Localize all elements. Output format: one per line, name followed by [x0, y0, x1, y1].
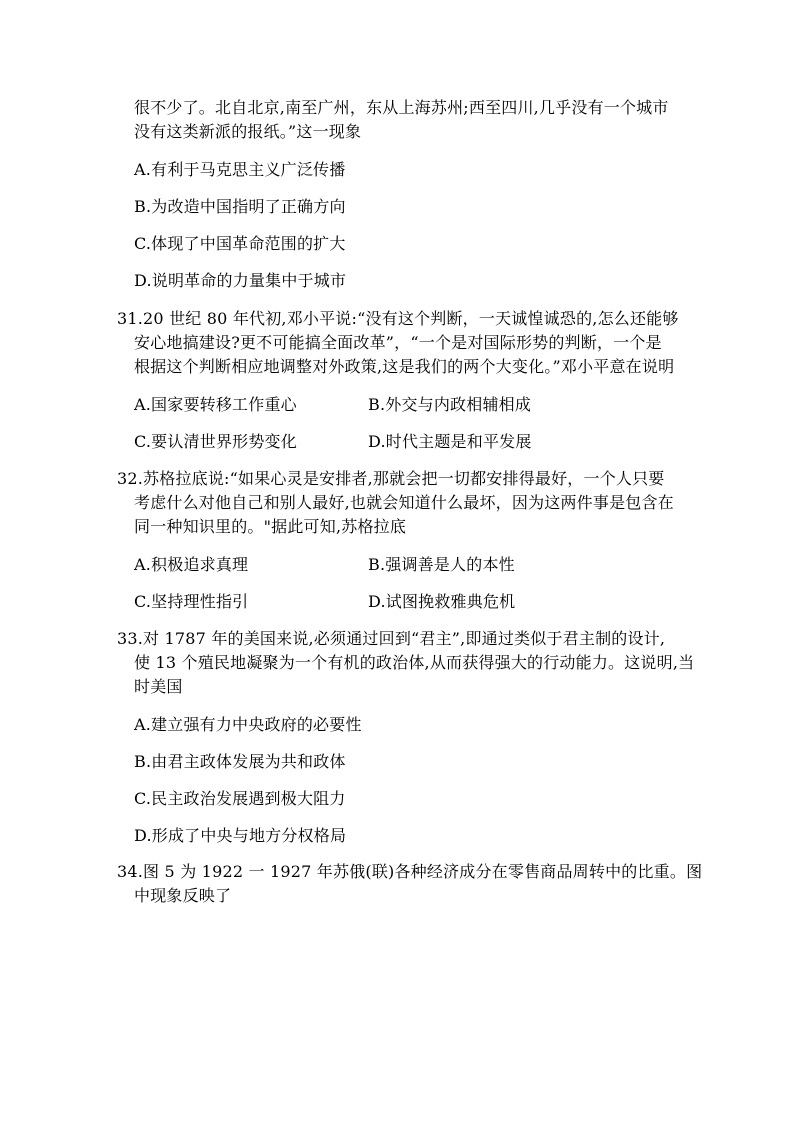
- q32-option-a: A.积极追求真理: [134, 555, 249, 574]
- q32-option-d: D.试图挽救雅典危机: [368, 592, 516, 611]
- q32-stem-line-2: 考虑什么对他自己和别人最好,也就会知道什么最坏，因为这两件事是包含在: [134, 493, 674, 512]
- q31-stem-line-3: 根据这个判断相应地调整对外政策,这是我们的两个大变化。”邓小平意在说明: [134, 357, 675, 376]
- q30-option-b: B.为改造中国指明了正确方向: [134, 197, 346, 216]
- q33-option-d: D.形成了中央与地方分权格局: [134, 826, 347, 845]
- q30-option-a: A.有利于马克思主义广泛传播: [134, 160, 346, 179]
- q31-option-d: D.时代主题是和平发展: [368, 432, 532, 451]
- q34-stem-line-2: 中现象反映了: [134, 886, 232, 905]
- q30-stem-line-2: 没有这类新派的报纸。”这一现象: [134, 122, 362, 141]
- q30-option-c: C.体现了中国革命范围的扩大: [134, 234, 346, 253]
- q31-option-c: C.要认清世界形势变化: [134, 432, 297, 451]
- q32-stem-line-3: 同一种知识里的。"据此可知,苏格拉底: [134, 517, 407, 536]
- q31-option-b: B.外交与内政相辅相成: [368, 395, 532, 414]
- q33-option-a: A.建立强有力中央政府的必要性: [134, 715, 362, 734]
- q32-stem-line-1: 32.苏格拉底说:“如果心灵是安排者,那就会把一切都安排得最好，一个人只要: [117, 469, 665, 488]
- q31-option-a: A.国家要转移工作重心: [134, 395, 297, 414]
- q32-option-c: C.坚持理性指引: [134, 592, 249, 611]
- q33-option-b: B.由君主政体发展为共和政体: [134, 752, 346, 771]
- q33-stem-line-1: 33.对 1787 年的美国来说,必须通过回到“君主”,即通过类似于君主制的设计,: [117, 629, 666, 648]
- q31-stem-line-1: 31.20 世纪 80 年代初,邓小平说:“没有这个判断，一天诚惶诚恐的,怎么还能够: [117, 309, 679, 328]
- q33-stem-line-3: 时美国: [134, 677, 183, 696]
- q34-stem-line-1: 34.图 5 为 1922 一 1927 年苏俄(联)各种经济成分在零售商品周转中的比重。图: [117, 862, 703, 881]
- q33-option-c: C.民主政治发展遇到极大阻力: [134, 789, 346, 808]
- q31-stem-line-2: 安心地搞建设?更不可能搞全面改革”，“一个是对国际形势的判断，一个是: [134, 333, 662, 352]
- q30-option-d: D.说明革命的力量集中于城市: [134, 271, 347, 290]
- q32-option-b: B.强调善是人的本性: [368, 555, 515, 574]
- q33-stem-line-2: 使 13 个殖民地凝聚为一个有机的政治体,从而获得强大的行动能力。这说明,当: [134, 653, 695, 672]
- q30-stem-line-1: 很不少了。北自北京,南至广州，东从上海苏州;西至四川,几乎没有一个城市: [134, 98, 669, 117]
